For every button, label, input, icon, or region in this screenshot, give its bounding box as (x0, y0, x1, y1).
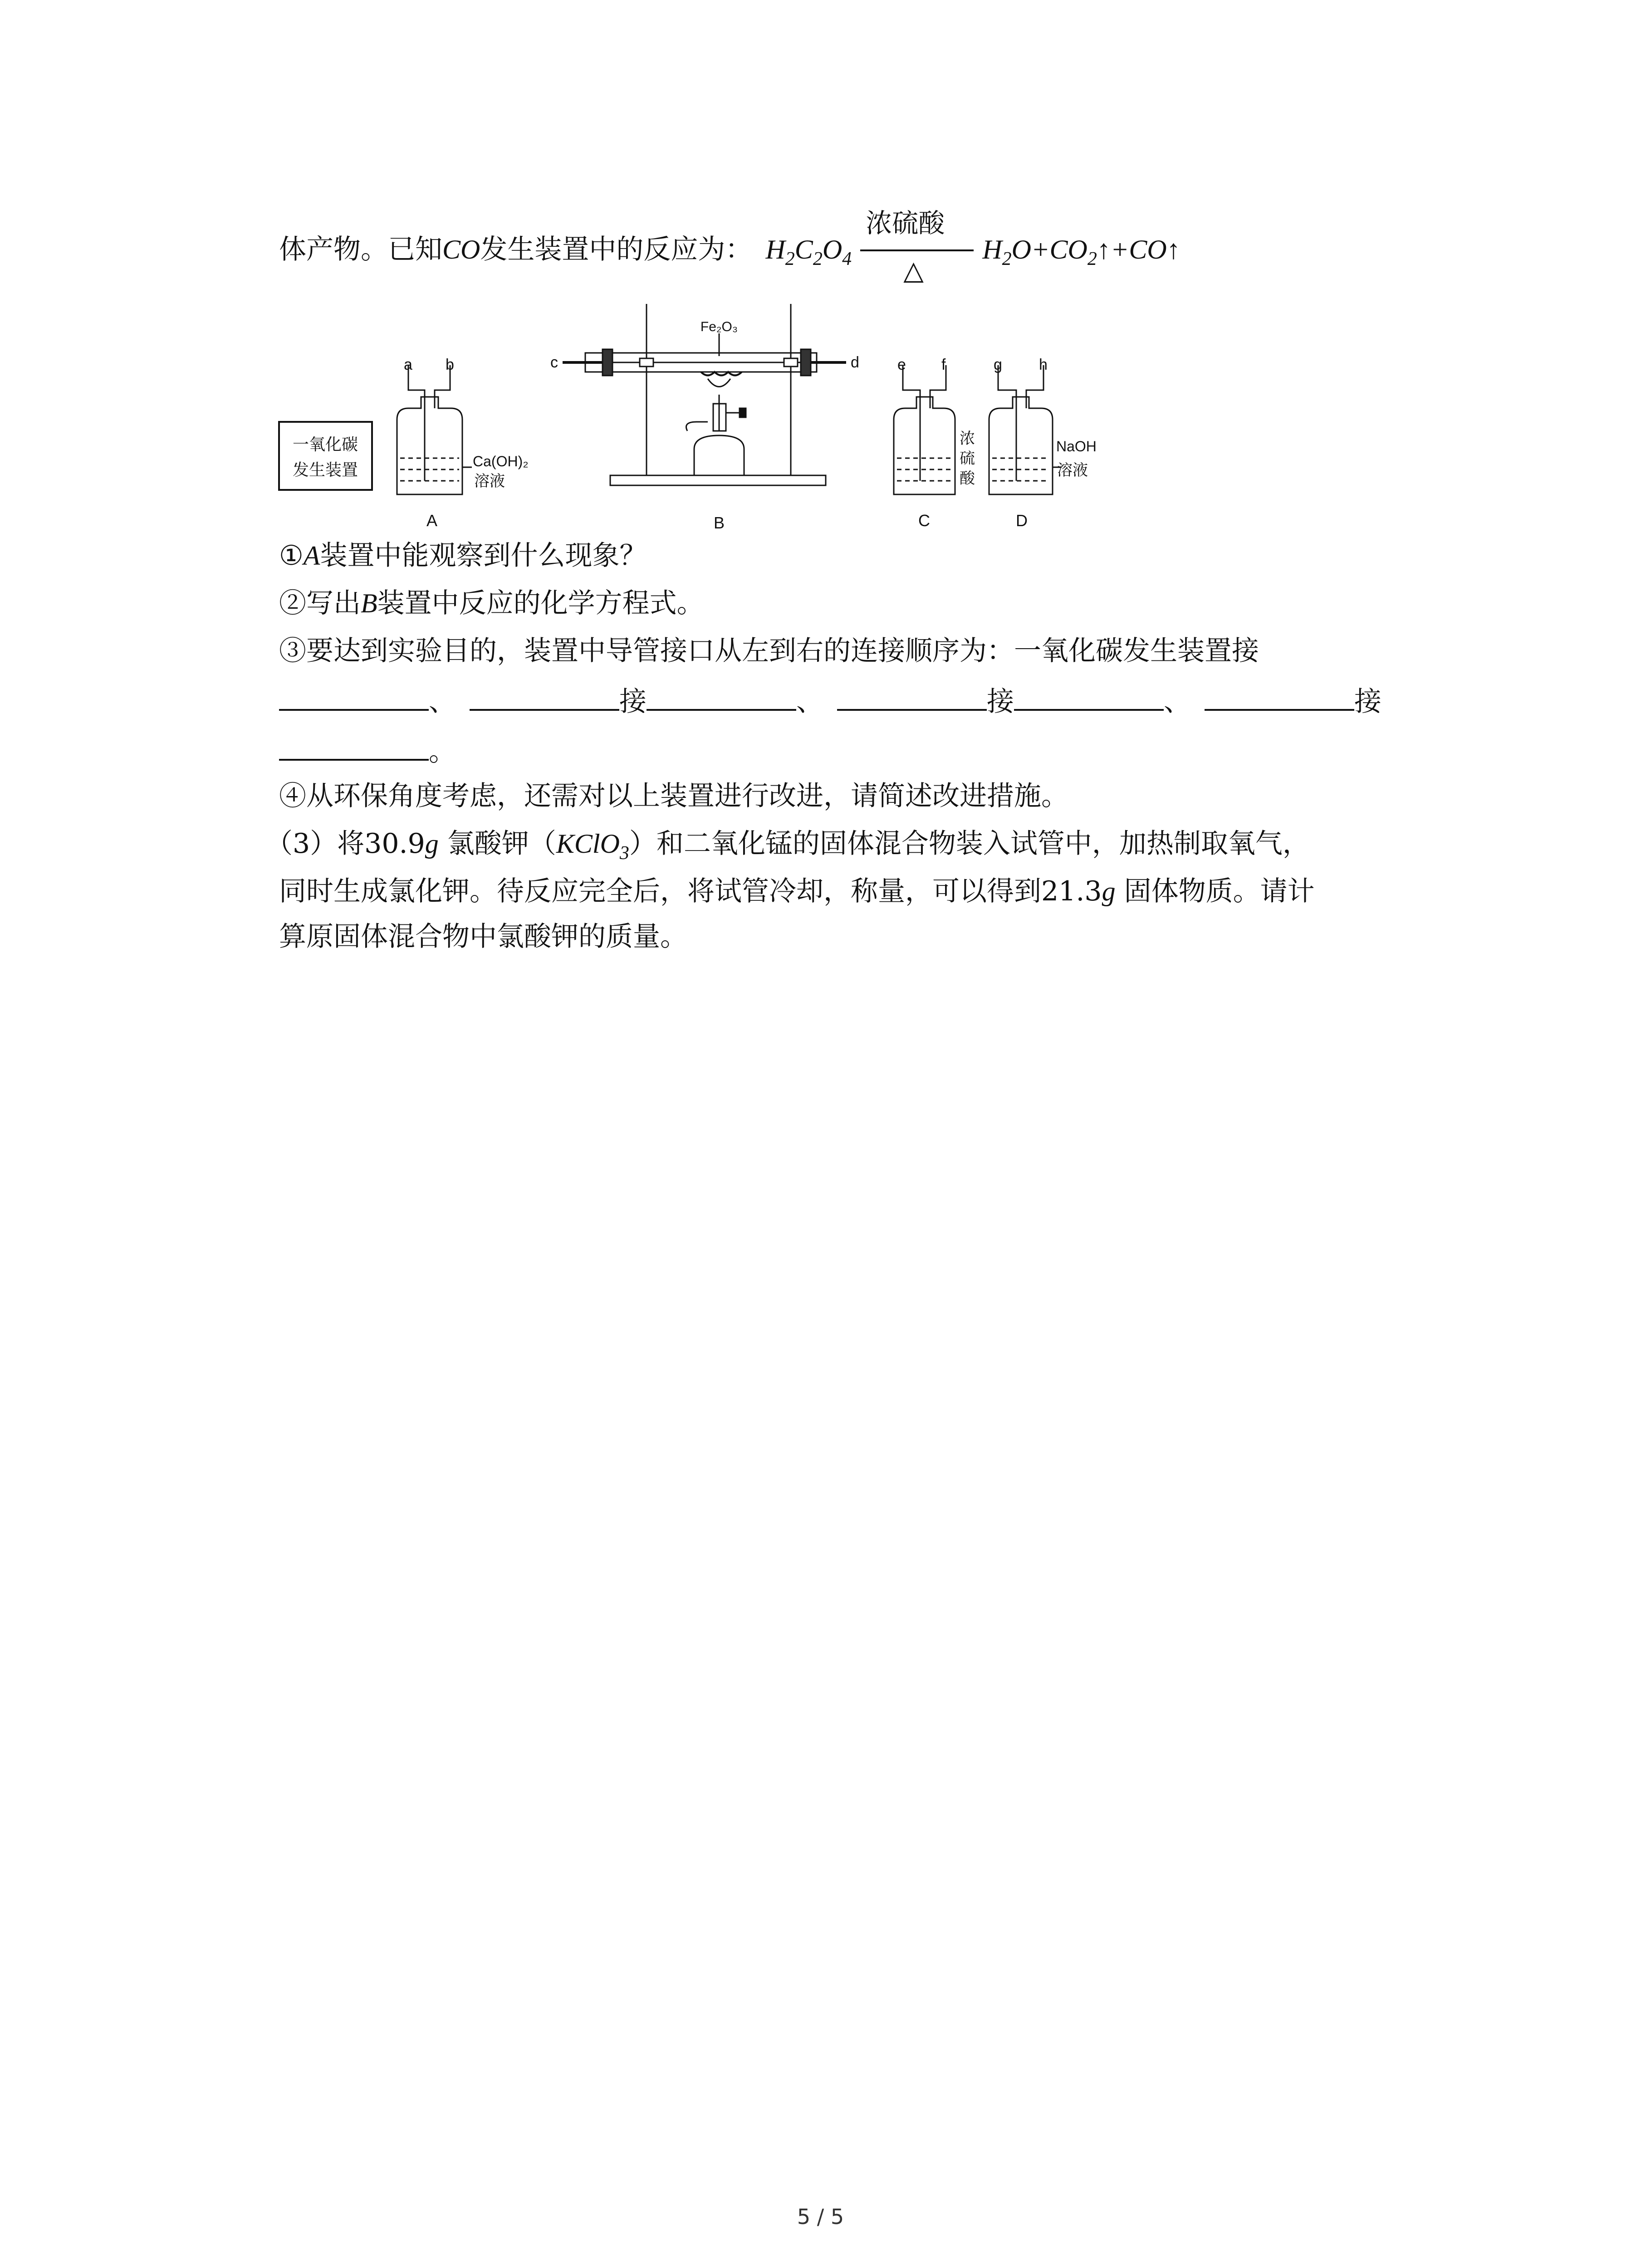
label-f: f (941, 356, 946, 373)
label-d: d (851, 354, 859, 371)
label-e: e (897, 356, 906, 373)
period: 。 (429, 736, 456, 767)
q1-letter: A (303, 541, 320, 571)
name-d: D (1016, 511, 1028, 530)
separator: 、 (1164, 686, 1191, 718)
co-formula: CO (442, 235, 480, 264)
q1-text: 装置中能观察到什么现象？ (320, 540, 647, 572)
problem-3-line2 (279, 873, 1315, 909)
answer-blank-6[interactable] (1205, 683, 1354, 711)
bottle-d (989, 365, 1062, 494)
name-c: C (918, 511, 930, 530)
kclo3-subscript: 3 (619, 843, 629, 864)
separator: 、 (796, 686, 823, 718)
c-solution-1: 浓 (960, 430, 975, 447)
answer-blank-2[interactable] (470, 683, 619, 711)
p3-text: 固体物质。请计 (1115, 875, 1315, 907)
box-line1: 一氧化碳 (292, 435, 358, 454)
box-line2: 发生装置 (292, 460, 358, 479)
question-3-blanks (279, 683, 1381, 720)
question-3 (279, 633, 1259, 669)
text-middle: 发生装置中的反应为： (480, 234, 753, 265)
condition-bottom: △ (903, 255, 924, 286)
label-c: c (550, 354, 558, 371)
a-solution-1: Ca(OH)₂ (473, 453, 529, 469)
unit-g: g (425, 829, 439, 859)
answer-blank-3[interactable] (647, 683, 796, 711)
q1-prefix: ① (279, 540, 304, 572)
c-solution-3: 酸 (960, 470, 975, 487)
problem-3-line1 (265, 826, 1310, 871)
label-h: h (1039, 356, 1048, 373)
fe2o3-label: Fe₂O₃ (700, 319, 738, 334)
d-solution-1: NaOH (1056, 438, 1097, 455)
c-solution-2: 硫 (960, 450, 975, 467)
q2-prefix: ②写出 (279, 587, 361, 619)
reaction-condition (860, 208, 974, 286)
q4-text: ④从环保角度考虑，还需对以上装置进行改进，请简述改进措施。 (279, 780, 1068, 812)
d-solution-2: 溶液 (1057, 462, 1088, 479)
q2-letter: B (361, 588, 377, 618)
question-1 (279, 538, 647, 574)
label-b: b (446, 356, 454, 373)
question-4 (279, 778, 1068, 814)
p3-text: 氯酸钾（ (438, 828, 556, 860)
unit-g: g (1102, 876, 1116, 906)
name-a: A (426, 511, 438, 530)
reaction-arrow-line (860, 249, 974, 251)
connector-text: 接 (619, 686, 647, 718)
connector-text: 接 (987, 686, 1014, 718)
p3-text: ）和二氧化锰的固体混合物装入试管中，加热制取氧气， (629, 828, 1310, 860)
equation-line (279, 208, 1181, 286)
q3-text: ③要达到实验目的，装置中导管接口从左到右的连接顺序为：一氧化碳发生装置接 (279, 635, 1259, 667)
p3-text: （3）将30.9 (265, 828, 425, 860)
q2-text: 装置中反应的化学方程式。 (377, 587, 704, 619)
question-3-end (279, 733, 456, 770)
text-prefix: 体产物。已知 (279, 234, 442, 265)
label-g: g (994, 356, 1002, 373)
a-solution-2: 溶液 (474, 473, 505, 490)
answer-blank-4[interactable] (837, 683, 987, 711)
question-2 (279, 585, 704, 621)
name-b: B (713, 513, 725, 532)
page-number: 5 / 5 (797, 2204, 844, 2229)
product-formula: $H_2O+CO_2↑+CO↑$ (982, 235, 1181, 269)
p3-text: 同时生成氯化钾。待反应完全后，将试管冷却，称量，可以得到21.3 (279, 875, 1102, 907)
separator: 、 (429, 686, 456, 718)
co-generator-box (279, 422, 372, 490)
reactant-formula: $H_2C_2O_4$ (765, 235, 852, 269)
answer-blank-1[interactable] (279, 683, 429, 711)
label-a: a (404, 356, 412, 373)
apparatus-diagram (272, 299, 1134, 553)
bottle-a (397, 365, 472, 494)
connector-text: 接 (1354, 686, 1381, 718)
problem-3-line3 (279, 919, 687, 955)
kclo3-formula: KClO (556, 829, 620, 859)
answer-blank-5[interactable] (1014, 683, 1164, 711)
p3-text: 算原固体混合物中氯酸钾的质量。 (279, 921, 687, 953)
condition-top: 浓硫酸 (866, 208, 945, 239)
answer-blank-7[interactable] (279, 733, 429, 761)
bottle-c (894, 365, 955, 494)
